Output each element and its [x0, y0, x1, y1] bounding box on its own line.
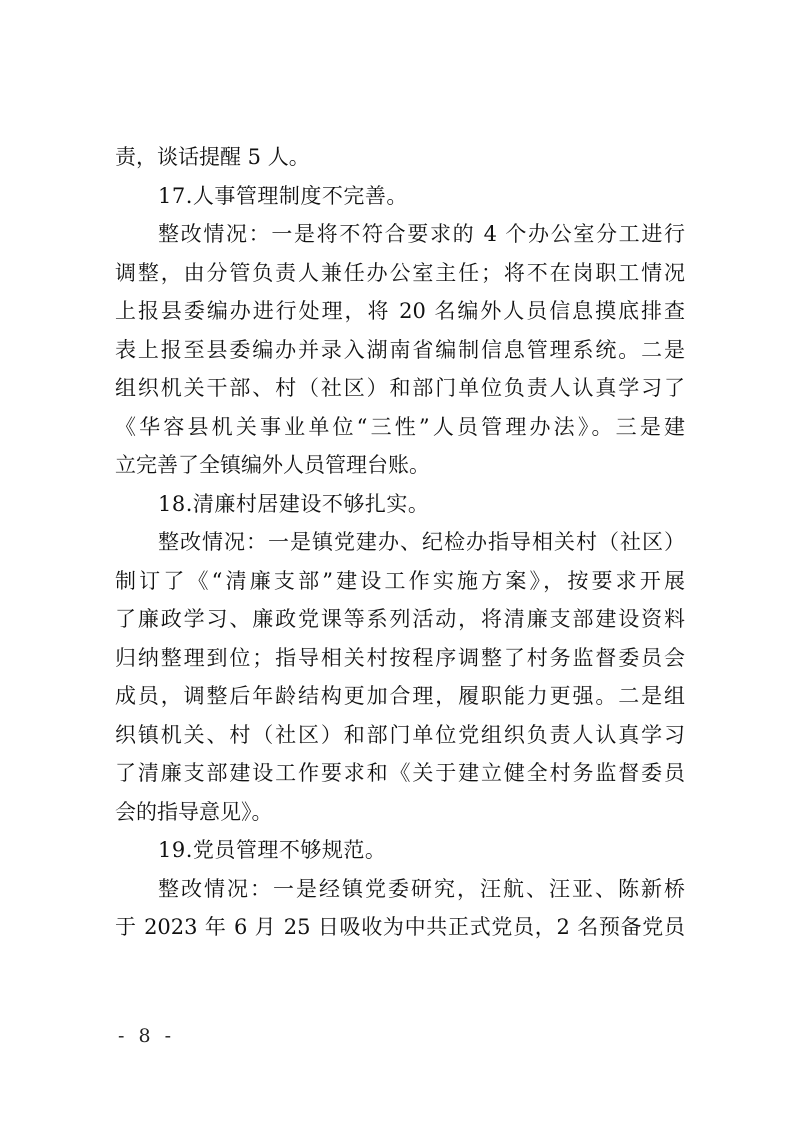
paragraph-line: 整改情况：一是经镇党委研究，汪航、汪亚、陈新桥: [158, 876, 685, 901]
paragraph-line: 组织机关干部、村（社区）和部门单位负责人认真学习了: [115, 376, 685, 400]
paragraph-line: 于 2023 年 6 月 25 日吸收为中共正式党员，2 名预备党员: [115, 915, 685, 939]
paragraph-line: 整改情况：一是将不符合要求的 4 个办公室分工进行: [158, 222, 685, 246]
paragraph-line: 了廉政学习、廉政党课等系列活动，将清廉支部建设资料: [115, 607, 685, 631]
page-number: - 8 -: [118, 1025, 176, 1047]
paragraph-line: 归纳整理到位；指导相关村按程序调整了村务监督委员会: [115, 645, 685, 670]
paragraph-line: 上报县委编办进行处理，将 20 名编外人员信息摸底排查: [115, 299, 685, 323]
paragraph-line: 《华容县机关事业单位“三性”人员管理办法》。三是建: [115, 414, 685, 439]
paragraph-line: 责，谈话提醒 5 人。: [115, 145, 310, 169]
paragraph-line: 制订了《“清廉支部”建设工作实施方案》，按要求开展: [115, 568, 685, 593]
paragraph-line: 调整，由分管负责人兼任办公室主任；将不在岗职工情况: [115, 260, 685, 285]
section-heading-17: 17.人事管理制度不完善。: [158, 183, 408, 208]
paragraph-line: 成员，调整后年龄结构更加合理，履职能力更强。二是组: [115, 684, 685, 708]
section-heading-19: 19.党员管理不够规范。: [158, 838, 387, 862]
paragraph-line: 立完善了全镇编外人员管理台账。: [115, 453, 430, 477]
paragraph-line: 表上报至县委编办并录入湖南省编制信息管理系统。二是: [115, 337, 685, 362]
paragraph-line: 整改情况：一是镇党建办、纪检办指导相关村（社区）: [158, 530, 685, 554]
paragraph-line: 会的指导意见》。: [115, 799, 273, 824]
section-heading-18: 18.清廉村居建设不够扎实。: [158, 491, 430, 516]
paragraph-line: 织镇机关、村（社区）和部门单位党组织负责人认真学习: [115, 722, 685, 747]
paragraph-line: 了清廉支部建设工作要求和《关于建立健全村务监督委员: [115, 761, 685, 785]
document-body: [115, 138, 685, 947]
